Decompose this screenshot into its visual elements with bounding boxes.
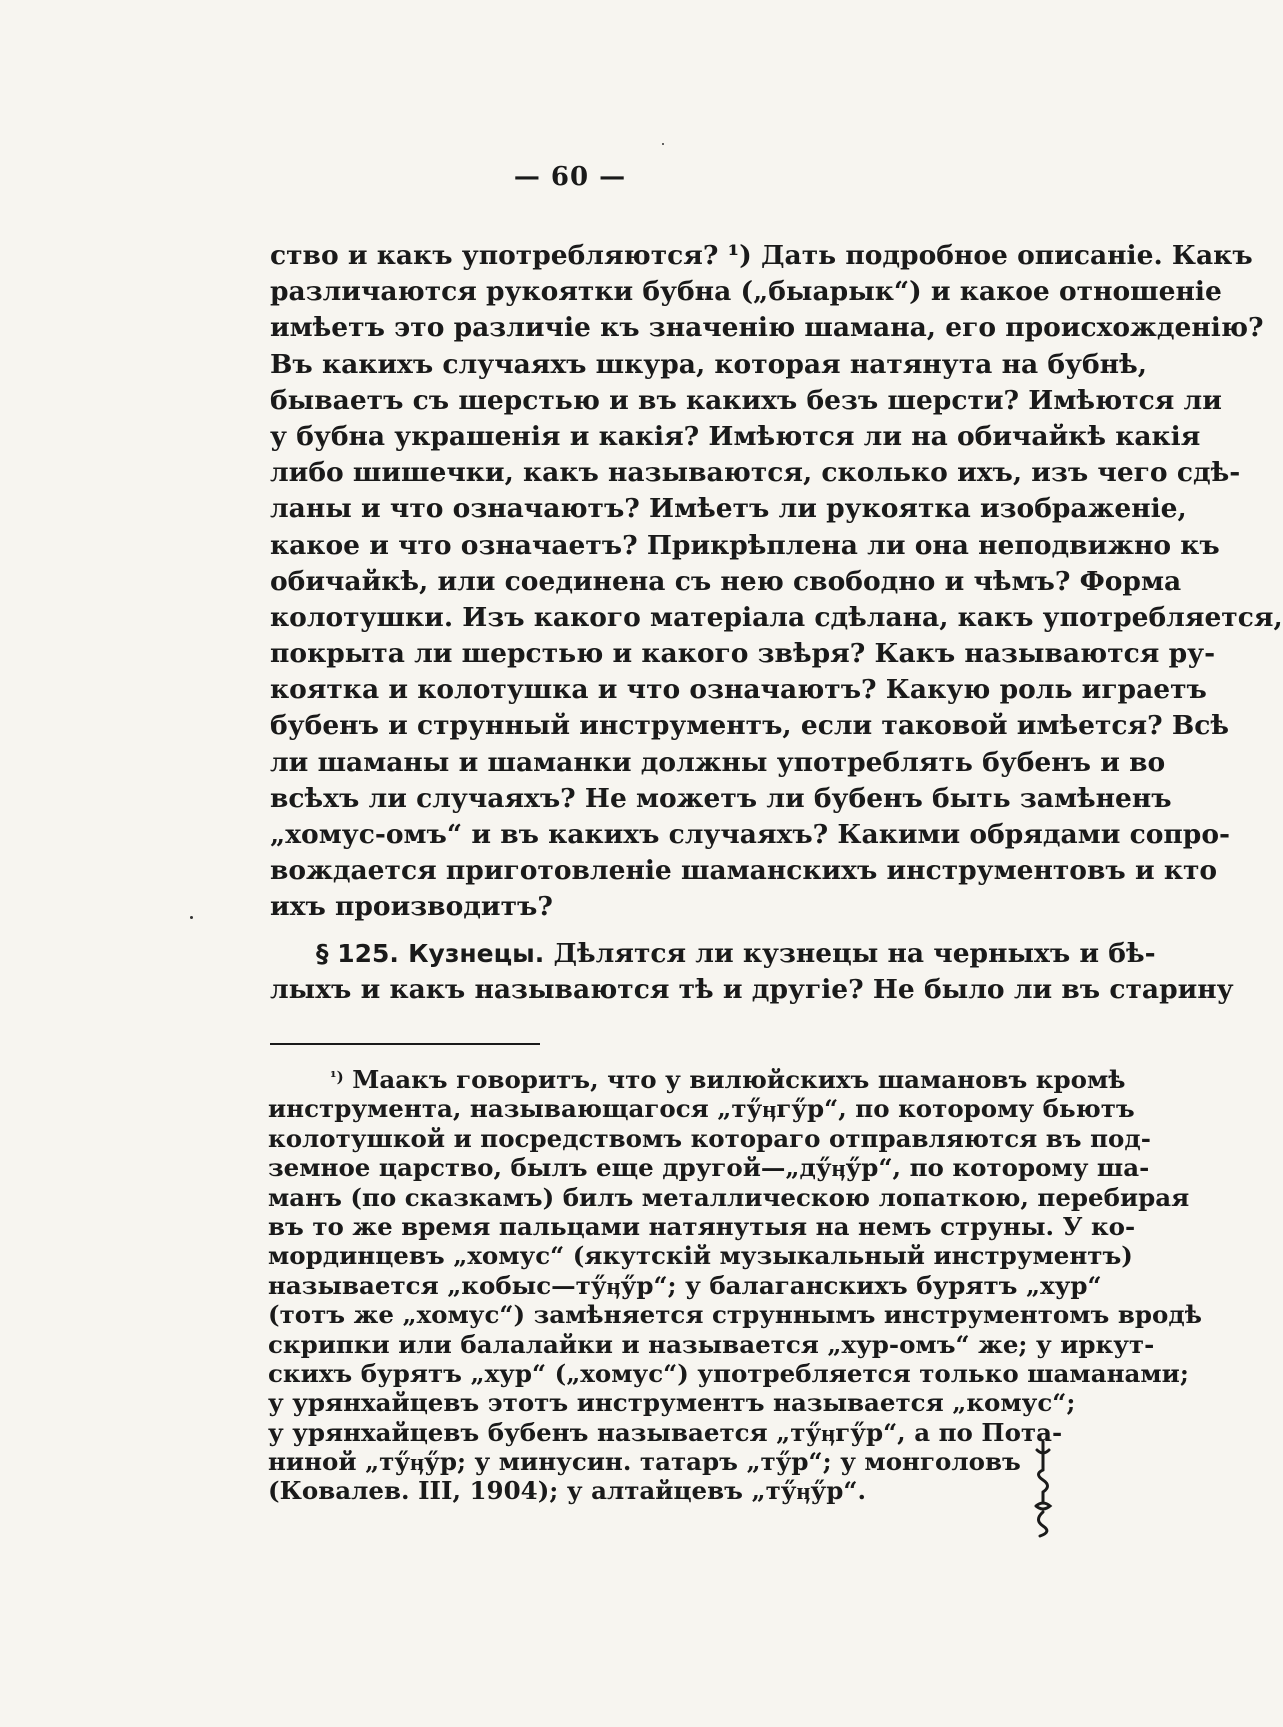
footnote-line	[268, 1065, 1126, 1094]
section-number: § 125.	[316, 938, 399, 968]
mongolian-script-glyph	[1030, 1440, 1056, 1538]
text-line: обичайкѣ, или соединена съ нею свободно и чѣмъ? Форма	[270, 565, 1182, 597]
text-line: всѣхъ ли случаяхъ? Не можетъ ли бубенъ быть замѣненъ	[270, 782, 1172, 814]
text-line: Въ какихъ случаяхъ шкура, которая натянута на бубнѣ,	[270, 348, 1147, 380]
footnote-line: у урянхайцевъ бубенъ называется „тӳӊгӳр“, а по Пота-	[268, 1417, 1063, 1447]
text-line: различаются рукоятки бубна („быарык“) и какое отношеніе	[270, 276, 1222, 308]
print-speck	[662, 143, 664, 145]
footnote-line: въ то же время пальцами натянутыя на немъ струны. У ко-	[268, 1211, 1136, 1241]
footnote-text: Маакъ говоритъ, что у вилюйскихъ шамановъ кромѣ	[352, 1065, 1126, 1094]
section-title: Кузнецы.	[408, 938, 545, 968]
text-line: лыхъ и какъ называются тѣ и другіе? Не было ли въ старину	[270, 973, 1234, 1005]
footnote	[268, 1065, 1202, 1506]
footnote-line: ниной „тӳӊӳр; у минусин. татаръ „тӳр“; у монголовъ	[268, 1447, 1021, 1477]
section-text: Дѣлятся ли кузнецы на черныхъ и бѣ-	[553, 937, 1156, 969]
footnote-divider	[270, 1043, 540, 1045]
section-heading-line	[270, 936, 1156, 972]
text-line: ство и какъ употребляются? ¹) Дать подробное описаніе. Какъ	[270, 240, 1253, 271]
text-line: ихъ производитъ?	[270, 891, 553, 923]
footnote-line: манъ (по сказкамъ) билъ металлическою лопаткою, перебирая	[268, 1182, 1190, 1212]
footnote-line: мординцевъ „хомус“ (якутскій музыкальный инструментъ)	[268, 1241, 1133, 1271]
body-text	[270, 238, 1283, 1008]
text-line: какое и что означаетъ? Прикрѣплена ли она неподвижно къ	[270, 529, 1220, 561]
text-line: ли шаманы и шаманки должны употреблять бубенъ и во	[270, 746, 1166, 778]
text-line: у бубна украшенія и какія? Имѣются ли на обичайкѣ какія	[270, 420, 1201, 452]
footnote-line: (тотъ же „хомус“) замѣняется струннымъ инструментомъ вродѣ	[268, 1300, 1202, 1330]
footnote-marker: ¹)	[330, 1068, 344, 1086]
text-line: „хомус-омъ“ и въ какихъ случаяхъ? Какими обрядами сопро-	[270, 819, 1231, 850]
text-line: вождается приготовленіе шаманскихъ инструментовъ и кто	[270, 855, 1218, 887]
footnote-line: земное царство, былъ еще другой—„дӳӊӳр“, по которому ша-	[268, 1153, 1150, 1183]
page-number: — 60 —	[513, 162, 627, 192]
footnote-line: инструмента, называющагося „тӳӊгӳр“, по которому бьютъ	[268, 1094, 1135, 1124]
footnote-line: скихъ бурятъ „хур“ („хомус“) употребляется только шаманами;	[268, 1358, 1189, 1388]
print-speck	[190, 916, 193, 919]
text-line: покрыта ли шерстью и какого звѣря? Какъ называются ру-	[270, 638, 1216, 670]
footnote-line: (Ковалев. III, 1904); у алтайцевъ „тӳӊӳр“.	[268, 1476, 866, 1506]
footnote-line: называется „кобыс—тӳӊӳр“; у балаганскихъ бурятъ „хур“	[268, 1270, 1102, 1300]
text-line: бываетъ съ шерстью и въ какихъ безъ шерсти? Имѣются ли	[270, 384, 1222, 416]
text-line: имѣетъ это различіе къ значенію шамана, его происхожденію?	[270, 312, 1264, 344]
text-line: коятка и колотушка и что означаютъ? Какую роль играетъ	[270, 674, 1207, 706]
footnote-line: колотушкой и посредствомъ котораго отправляются въ под-	[268, 1123, 1151, 1153]
text-line: ланы и что означаютъ? Имѣетъ ли рукоятка изображеніе,	[270, 493, 1187, 525]
text-line: бубенъ и струнный инструментъ, если таковой имѣется? Всѣ	[270, 710, 1230, 742]
text-line: либо шишечки, какъ называются, сколько ихъ, изъ чего сдѣ-	[270, 457, 1241, 489]
text-line: колотушки. Изъ какого матеріала сдѣлана, какъ употребляется,	[270, 601, 1283, 633]
footnote-line: у урянхайцевъ этотъ инструментъ называется „комус“;	[268, 1388, 1076, 1418]
footnote-line: скрипки или балалайки и называется „хур-омъ“ же; у иркут-	[268, 1329, 1155, 1359]
